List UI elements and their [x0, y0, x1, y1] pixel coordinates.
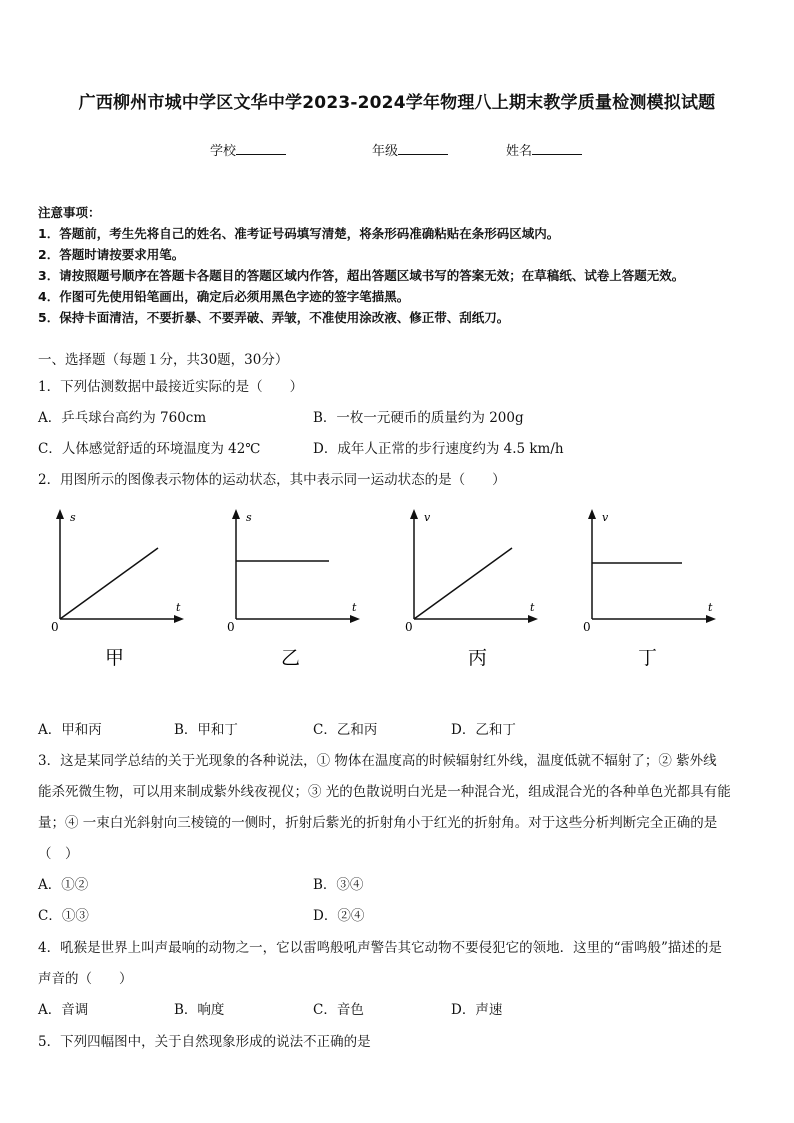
note-item: 5．保持卡面清洁，不要折暴、不要弄破、弄皱，不准使用涂改液、修正带、刮纸刀。 — [38, 310, 510, 325]
school-blank — [236, 142, 286, 155]
school-label: 学校 — [210, 144, 237, 159]
school-field — [210, 140, 286, 159]
q3-stem-line: 量；④ 一束白光斜射向三棱镜的一侧时，折射后紫光的折射角小于红光的折射角。对于这些分析判断完全正确的是 — [38, 815, 718, 831]
y-axis-label: s — [246, 511, 252, 524]
name-field — [506, 140, 582, 159]
q3-option-d: D．②④ — [313, 908, 365, 924]
q4-option-a: A．音调 — [38, 1002, 89, 1018]
note-item: 1．答题前，考生先将自己的姓名、准考证号码填写清楚，将条形码准确粘贴在条形码区域内。 — [38, 226, 560, 241]
q2-option-b: B．甲和丁 — [174, 722, 238, 738]
graph-caption: 乙 — [281, 647, 301, 669]
q3-option-b: B．③④ — [313, 877, 364, 893]
x-axis-arrow — [528, 615, 538, 623]
q4-stem-line: 4．吼猴是世界上叫声最响的动物之一，它以雷鸣般吼声警告其它动物不要侵犯它的领地．这里的“雷鸣般”描述的是 — [38, 940, 722, 956]
notes-heading: 注意事项： — [38, 205, 101, 220]
q4-option-c: C．音色 — [313, 1002, 364, 1018]
q1-stem: 1．下列估测数据中最接近实际的是（ ） — [38, 379, 304, 395]
q3-option-a: A．①② — [38, 877, 89, 893]
note-item: 2．答题时请按要求用笔。 — [38, 247, 185, 262]
q3-stem-line: 3．这是某同学总结的关于光现象的各种说法，① 物体在温度高的时候辐射红外线，温度低就不辐射了；② 紫外线 — [38, 753, 717, 769]
name-blank — [532, 142, 582, 155]
graph-yi — [218, 505, 368, 679]
y-axis-label: v — [424, 511, 431, 524]
grade-label: 年级 — [372, 144, 399, 159]
grade-blank — [398, 142, 448, 155]
graph-caption: 甲 — [105, 647, 125, 669]
q1-option-b: B．一枚一元硬币的质量约为 200g — [313, 410, 524, 426]
y-axis-label: v — [602, 511, 609, 524]
q1-option-c: C．人体感觉舒适的环境温度为 42℃ — [38, 441, 261, 457]
graph-line — [414, 548, 512, 619]
note-item: 3．请按照题号顺序在答题卡各题目的答题区域内作答，超出答题区域书写的答案无效；在草稿纸、试卷上答题无效。 — [38, 268, 685, 283]
grade-field — [372, 140, 448, 159]
graph-bing — [396, 505, 546, 679]
q2-stem: 2．用图所示的图像表示物体的运动状态，其中表示同一运动状态的是（ ） — [38, 472, 506, 488]
x-axis-label: t — [176, 601, 181, 614]
y-axis-label: s — [70, 511, 76, 524]
origin-label: 0 — [51, 620, 59, 634]
q3-stem-line: （ ） — [38, 846, 79, 862]
y-axis-arrow — [56, 509, 64, 519]
name-label: 姓名 — [506, 144, 533, 159]
q2-option-d: D．乙和丁 — [451, 722, 516, 738]
graph-line — [60, 548, 158, 619]
y-axis-arrow — [232, 509, 240, 519]
page-title: 广西柳州市城中学区文华中学2023-2024学年物理八上期末教学质量检测模拟试题 — [78, 93, 716, 113]
x-axis-arrow — [174, 615, 184, 623]
q4-option-b: B．响度 — [174, 1002, 225, 1018]
graph-caption: 丙 — [468, 647, 488, 669]
q4-stem-line: 声音的（ ） — [38, 971, 133, 987]
q1-option-d: D．成年人正常的步行速度约为 4.5 km/h — [313, 441, 564, 457]
q5-stem: 5．下列四幅图中，关于自然现象形成的说法不正确的是 — [38, 1034, 371, 1050]
origin-label: 0 — [405, 620, 413, 634]
x-axis-label: t — [530, 601, 535, 614]
section-heading: 一、选择题（每题１分，共30题，30分） — [38, 352, 289, 368]
x-axis-label: t — [352, 601, 357, 614]
graph-caption: 丁 — [638, 647, 658, 669]
q2-option-a: A．甲和丙 — [38, 722, 102, 738]
origin-label: 0 — [583, 620, 591, 634]
graph-ding — [574, 505, 724, 679]
q1-option-a: A．乒乓球台高约为 760cm — [38, 410, 207, 426]
origin-label: 0 — [227, 620, 235, 634]
note-item: 4．作图可先使用铅笔画出，确定后必须用黑色字迹的签字笔描黑。 — [38, 289, 410, 304]
y-axis-arrow — [410, 509, 418, 519]
x-axis-arrow — [350, 615, 360, 623]
q2-option-c: C．乙和丙 — [313, 722, 378, 738]
q3-option-c: C．①③ — [38, 908, 89, 924]
q3-stem-line: 能杀死微生物，可以用来制成紫外线夜视仪；③ 光的色散说明白光是一种混合光，组成混合光的各种单色光都具有能 — [38, 784, 731, 800]
graph-jia — [42, 505, 192, 679]
x-axis-label: t — [708, 601, 713, 614]
y-axis-arrow — [588, 509, 596, 519]
x-axis-arrow — [706, 615, 716, 623]
q4-option-d: D．声速 — [451, 1002, 503, 1018]
